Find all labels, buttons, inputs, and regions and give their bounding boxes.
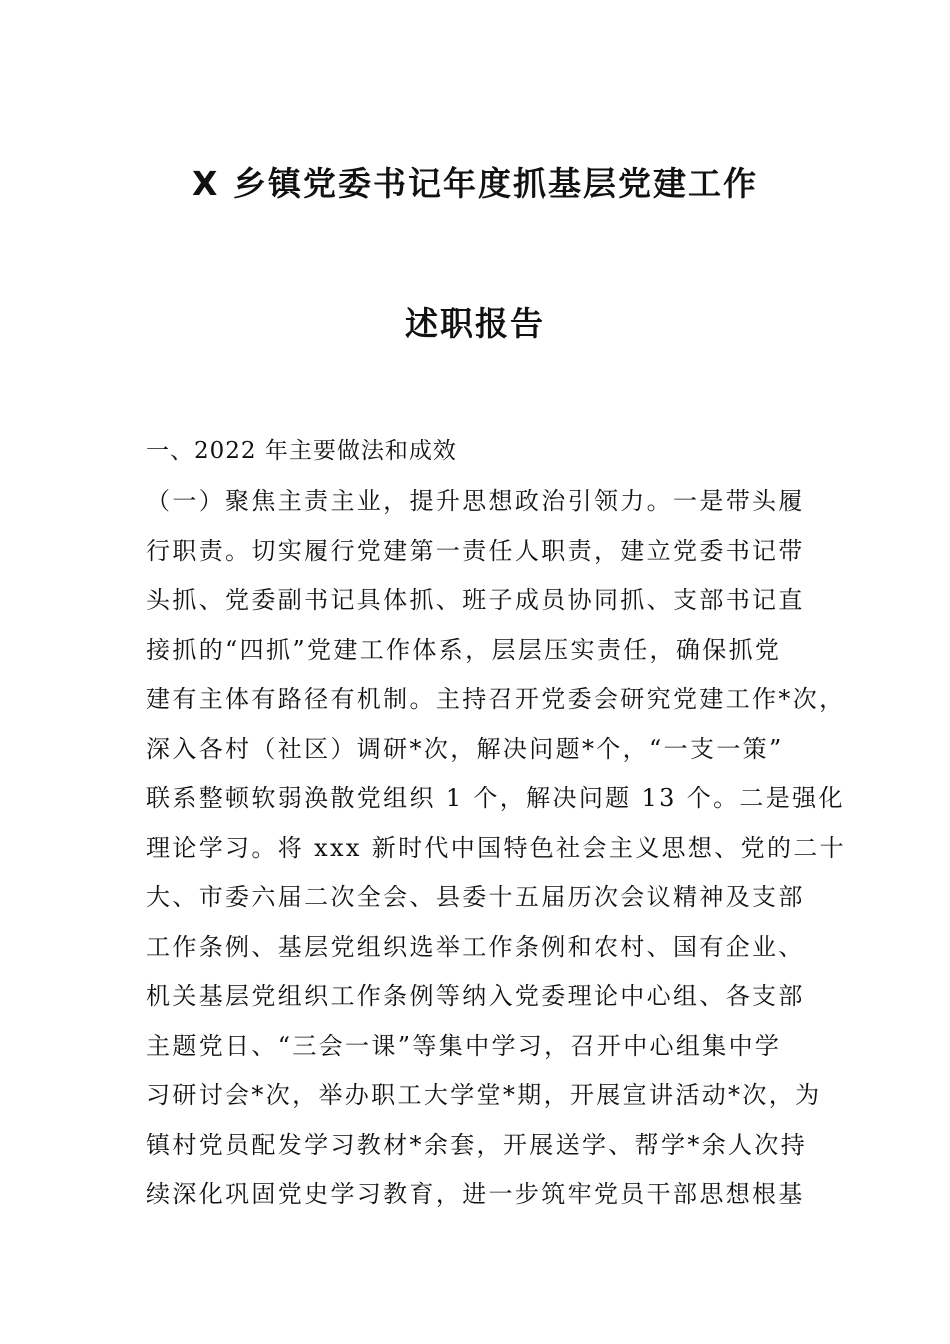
paragraph-line: 工作条例、基层党组织选举工作条例和农村、国有企业、 bbox=[146, 932, 805, 961]
paragraph-line: 接抓的“四抓”党建工作体系，层层压实责任，确保抓党 bbox=[146, 635, 782, 664]
body-paragraph bbox=[146, 481, 847, 1224]
paragraph-line: 机关基层党组织工作条例等纳入党委理论中心组、各支部 bbox=[146, 982, 805, 1010]
paragraph-line: 行职责。切实履行党建第一责任人职责，建立党委书记带 bbox=[146, 536, 805, 565]
paragraph-line: 头抓、党委副书记具体抓、班子成员协同抓、支部书记直 bbox=[146, 586, 805, 614]
paragraph-line: 习研讨会*次，举办职工大学堂*期，开展宣讲活动*次，为 bbox=[146, 1081, 822, 1109]
paragraph-line: 大、市委六届二次全会、县委十五届历次会议精神及支部 bbox=[146, 883, 805, 911]
paragraph-line: 理论学习。将 xxx 新时代中国特色社会主义思想、党的二十 bbox=[146, 833, 847, 862]
paragraph-line: 联系整顿软弱涣散党组织 1 个，解决问题 13 个。二是强化 bbox=[146, 784, 845, 812]
document-title-line-2: 述职报告 bbox=[405, 304, 545, 343]
document-title-line-1: X 乡镇党委书记年度抓基层党建工作 bbox=[192, 164, 758, 203]
paragraph-line: 建有主体有路径有机制。主持召开党委会研究党建工作*次， bbox=[146, 685, 846, 713]
paragraph-line: 深入各村（社区）调研*次，解决问题*个，“一支一策” bbox=[146, 734, 784, 763]
section-heading: 一、2022 年主要做法和成效 bbox=[146, 438, 457, 464]
paragraph-line: （一）聚焦主责主业，提升思想政治引领力。一是带头履 bbox=[146, 487, 805, 515]
paragraph-line: 续深化巩固党史学习教育，进一步筑牢党员干部思想根基 bbox=[146, 1180, 805, 1208]
paragraph-line: 镇村党员配发学习教材*余套，开展送学、帮学*余人次持 bbox=[146, 1130, 808, 1159]
paragraph-line: 主题党日、“三会一课”等集中学习，召开中心组集中学 bbox=[146, 1031, 782, 1060]
